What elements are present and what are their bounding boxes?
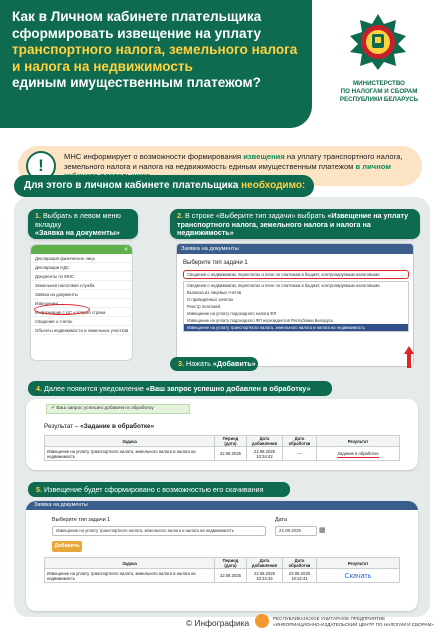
tasks-table <box>44 435 400 461</box>
document-request-window <box>176 243 414 367</box>
success-notice <box>46 404 190 414</box>
exclamation-icon: ! <box>26 151 56 181</box>
table-cell: 22.08.2025 <box>215 569 247 583</box>
check-icon: ✔ <box>51 406 56 411</box>
column-header: Дата обработки <box>283 558 317 569</box>
step3-caption <box>170 357 258 371</box>
column-header: Результат <box>317 436 400 447</box>
task-type-options <box>183 281 409 332</box>
ministry-emblem-icon <box>348 12 408 72</box>
result-label: Результат – <box>44 423 81 430</box>
table-cell: 22.08.2025 10:22:34 <box>247 569 283 583</box>
notice-text: Ваш запрос успешно добавлен в обработку <box>56 406 154 411</box>
menu-item[interactable]: Земельная налоговая служба <box>31 281 132 290</box>
step4-card <box>26 399 418 470</box>
table-cell: 22.08.2025 10:34:42 <box>247 447 283 461</box>
menu-item[interactable]: Декларации НДС <box>31 263 132 272</box>
column-header: Период (дата) <box>215 436 247 447</box>
date-label: Дата <box>275 517 287 523</box>
menu-item[interactable]: Объекты недвижимости и земельных участков <box>31 326 132 335</box>
download-link[interactable]: Скачать <box>344 570 372 580</box>
date-input[interactable]: 22.08.2025 <box>275 526 317 536</box>
highlight-oval <box>34 304 90 315</box>
publisher-line: «ИНФОРМАЦИОННО-ИЗДАТЕЛЬСКИЙ ЦЕНТР ПО НАЛОГАМ И СБОРАМ» <box>273 622 434 627</box>
column-header: Задача <box>45 436 215 447</box>
step1-caption <box>28 209 138 239</box>
menu-item[interactable]: Документы по МНС <box>31 272 132 281</box>
menu-item[interactable]: Декларация физическое лицо <box>31 254 132 263</box>
menu-item[interactable]: Извещения <box>31 299 132 308</box>
step-number: 1. <box>35 211 41 220</box>
step-text: Выбрать в левом меню вкладку <box>35 211 121 229</box>
step5-caption <box>28 482 290 497</box>
status-in-progress: Задание в обработке <box>337 451 379 456</box>
table-cell: Извещение на уплату транспортного налога, земельного налога и налога на недвижимость <box>45 447 215 461</box>
title-line: Как в Личном кабинете плательщика <box>12 9 262 24</box>
table-cell: 22.08.2025 <box>215 447 247 461</box>
task-option[interactable]: Извещение на уплату подоходного налога ФЛ <box>187 311 277 316</box>
calendar-icon[interactable]: ▦ <box>319 527 326 534</box>
task-option[interactable]: О проведённых зачетах <box>187 297 234 302</box>
step5-card <box>26 501 418 611</box>
menu-collapse-icon[interactable]: « <box>31 245 132 254</box>
info-highlight: в личном <box>355 161 391 171</box>
info-highlight: извещения <box>243 152 285 161</box>
page-title <box>12 9 307 92</box>
table-cell <box>317 447 400 461</box>
step-text: В строке «Выберите тип задачи» выбрать <box>183 211 328 220</box>
step2-caption <box>170 209 420 239</box>
table-header-row <box>45 558 400 569</box>
arrow-up-icon <box>404 346 414 368</box>
task-type-label <box>52 517 110 523</box>
copyright: © Инфографика <box>186 618 250 628</box>
task-type-select[interactable]: Сведения о недвижимом, переплатах и пене по платежам в бюджет, контролируемым налоговыми <box>183 270 409 279</box>
result-value: «Задание в обработке» <box>80 423 155 430</box>
label-text: Выберите тип задачи <box>52 517 106 523</box>
step-text-bold: «Ваш запрос успешно добавлен в обработку» <box>145 384 311 393</box>
step-number: 4. <box>36 384 42 393</box>
table-cell: Извещение на уплату транспортного налога, земельного налога и налога на недвижимость <box>45 569 215 583</box>
left-menu <box>30 244 133 361</box>
steps-header-text: Для этого в личном кабинете плательщика <box>24 180 242 191</box>
header-band <box>0 0 312 128</box>
ministry-line: ПО НАЛОГАМ И СБОРАМ <box>340 88 418 96</box>
table-row <box>45 447 400 461</box>
publisher-name <box>273 616 443 628</box>
column-header: Дата добавления <box>247 436 283 447</box>
table-cell: 22.08.2025 10:22:41 <box>283 569 317 583</box>
task-option-property-tax[interactable]: Извещение на уплату транспортного налога, земельного налога и налога на недвижимость <box>184 324 408 331</box>
table-row <box>45 569 400 583</box>
publisher-logo-icon <box>255 614 269 628</box>
title-line: единым имущественным платежом? <box>12 75 261 91</box>
info-text-part: на уплату транспортного налога, земельного налога и налога на недвижимость единым имущественным платежом <box>64 152 403 171</box>
step-number: 5. <box>36 485 42 494</box>
result-line <box>44 423 154 430</box>
menu-item[interactable]: Сведения о счетах <box>31 317 132 326</box>
column-header: Дата добавления <box>247 558 283 569</box>
column-header: Задача <box>45 558 215 569</box>
add-button[interactable]: Добавить <box>52 541 82 552</box>
task-option[interactable]: Сведения о недвижимом, переплатах и пене по платежам в бюджет, контролируемым налоговыми <box>187 283 380 288</box>
ministry-line: РЕСПУБЛИКИ БЕЛАРУСЬ <box>339 96 419 104</box>
tasks-table <box>44 557 400 583</box>
steps-header <box>14 175 314 197</box>
title-line: сформировать извещение на уплату <box>12 25 262 41</box>
step-number: 2. <box>177 211 183 220</box>
window-title: Заявка на документы <box>177 244 413 254</box>
header <box>0 0 444 128</box>
step-text: Нажать <box>184 359 213 368</box>
task-option[interactable]: Выписка из лицевых счетов <box>187 290 242 295</box>
ministry-name <box>320 80 438 105</box>
title-line: транспортного налога, земельного налога <box>12 42 298 58</box>
ministry-line: МИНИСТЕРСТВО <box>353 80 405 87</box>
steps-header-highlight: необходимо: <box>241 180 306 191</box>
column-header: Дата обработки <box>283 436 317 447</box>
table-cell: — <box>283 447 317 461</box>
info-text-part: МНС информирует о возможности формирования <box>64 152 244 161</box>
step-number: 3. <box>178 359 184 368</box>
field-marker: 1 <box>107 517 111 523</box>
step-text-bold: «Добавить» <box>212 359 256 368</box>
title-line: и налога на недвижимость <box>12 58 193 74</box>
column-header: Период (дата) <box>215 558 247 569</box>
window-title: Заявка на документы <box>26 501 418 510</box>
field-marker: 1 <box>244 260 248 266</box>
step-text-bold: «Заявка на документы» <box>35 228 120 238</box>
menu-item[interactable]: Информация с ЦС и вторая страна <box>31 308 132 317</box>
step-text: Далее появится уведомление <box>42 384 146 393</box>
task-option[interactable]: Реестр платежей <box>187 304 221 309</box>
step-text: Извещение будет сформировано с возможностью его скачивания <box>42 485 264 494</box>
task-type-label <box>183 260 248 266</box>
step4-caption <box>28 381 332 396</box>
task-type-select[interactable]: Извещение на уплату транспортного налога, земельного налога и налога на недвижимость <box>52 526 266 536</box>
publisher-line: РЕСПУБЛИКАНСКОЕ УНИТАРНОЕ ПРЕДПРИЯТИЕ <box>273 616 386 621</box>
step-text-bold: «Извещение на уплату транспортного налога, земельного налога и налога на недвижимость» <box>177 211 409 238</box>
menu-item-document-request[interactable]: Заявка на документы <box>31 290 132 299</box>
column-header: Результат <box>317 558 400 569</box>
label-text: Выберите тип задачи <box>183 260 243 266</box>
task-option[interactable]: Извещение на уплату подоходного ФЛ нерезидентов Республики Беларусь <box>187 318 334 323</box>
table-header-row <box>45 436 400 447</box>
table-cell <box>317 569 400 583</box>
